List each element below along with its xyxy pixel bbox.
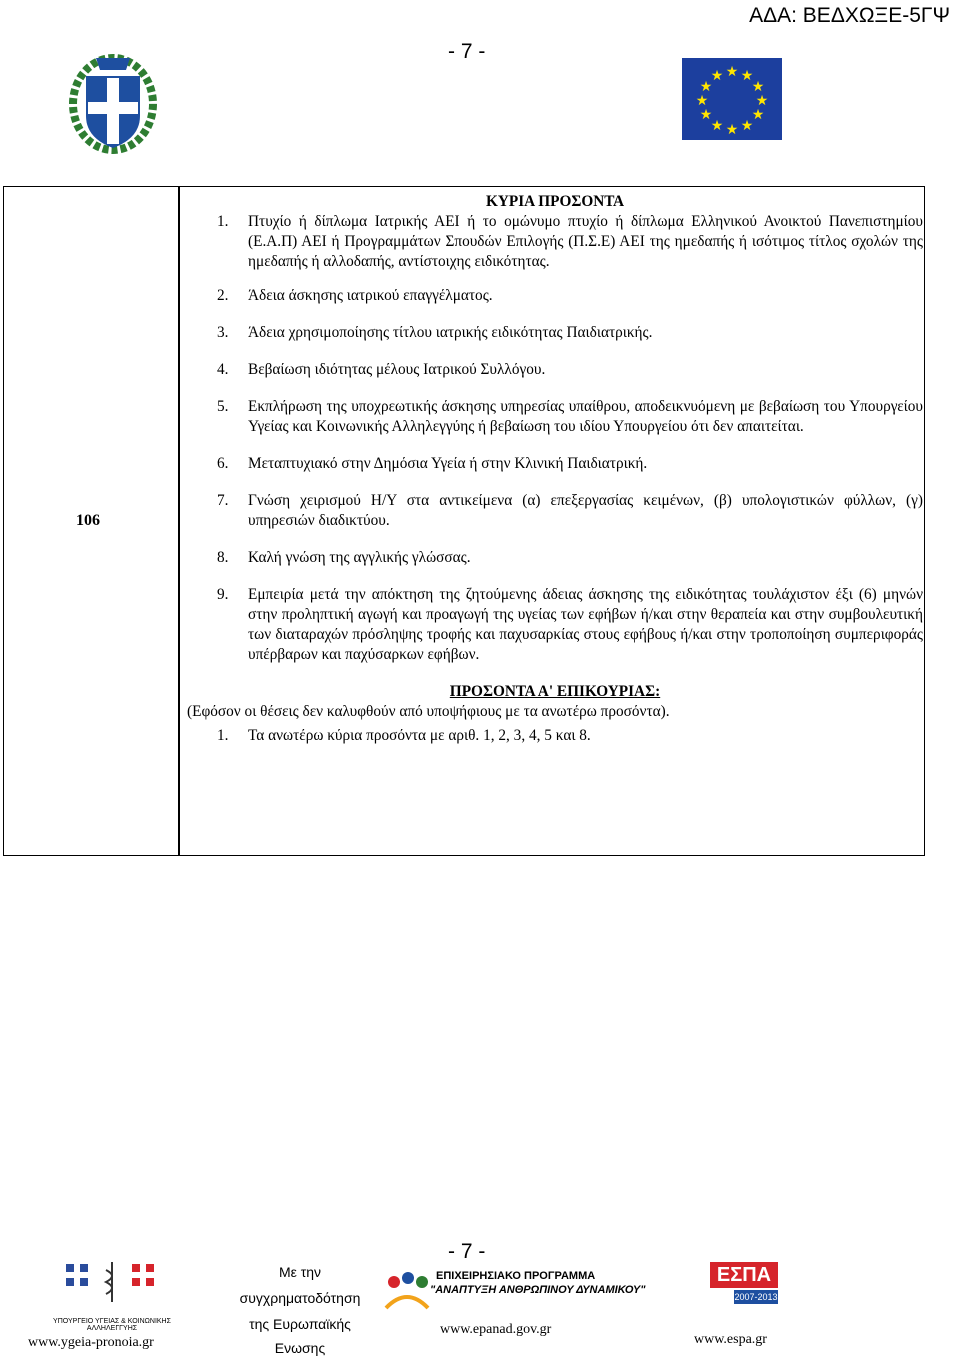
list-item	[187, 360, 923, 380]
item-text: Βεβαίωση ιδιότητας μέλους Ιατρικού Συλλόγου.	[248, 361, 546, 378]
cofund-line2: συγχρηματοδότηση	[239, 1290, 361, 1306]
eu-stars-icon	[682, 58, 782, 140]
svg-text:★: ★	[751, 107, 765, 123]
svg-text:★: ★	[710, 118, 724, 134]
svg-text:★: ★	[725, 122, 739, 138]
list-item	[187, 585, 923, 665]
item-number: 5.	[217, 398, 229, 415]
item-text: Γνώση χειρισμού Η/Υ στα αντικείμενα (α) επεξεργασίας κειμένων, (β) υπολογιστικών φύλλων, (γ) υπηρεσιών διαδικτύου.	[248, 492, 923, 529]
svg-text:★: ★	[699, 79, 713, 95]
ministry-logo-icon	[62, 1258, 162, 1320]
position-code: 106	[76, 512, 100, 529]
espa-years: 2007-2013	[734, 1292, 778, 1302]
program-logo-icon	[382, 1268, 432, 1312]
item-text: Πτυχίο ή δίπλωμα Ιατρικής ΑΕΙ ή το ομώνυμο πτυχίο ή δίπλωμα Ελληνικού Ανοικτού Πανεπιστημίου (Ε.Α.Π) ΑΕΙ ή Προγραμμάτων Σπουδών Επιλογής (Π.Σ.Ε) ΑΕΙ της ημεδαπής ή ισότιμος τίτλος σχολών της ημεδαπής ή αλλοδαπής, αντίστοιχης ειδικότητας.	[248, 213, 923, 270]
ministry-logo-text: ΥΠΟΥΡΓΕΙΟ ΥΓΕΙΑΣ & ΚΟΙΝΩΝΙΚΗΣ ΑΛΛΗΛΕΓΓΥΗΣ	[53, 1318, 171, 1332]
item-text: Εμπειρία μετά την απόκτηση της ζητούμενης άδειας άσκησης της ειδικότητας τουλάχιστον έξι (6) μηνών στην προληπτική αγωγή και προαγωγή της υγείας των εφήβων ή/και στην θεραπεία και στην συμβουλευτική των διαταραχών πρόσληψης τροφής και παχυσαρκίας στους εφήβους ή/και στην τροποποίηση συμπεριφοράς υπέρβαρων και παχύσαρκων εφήβων.	[248, 586, 923, 663]
svg-text:★: ★	[740, 68, 754, 84]
program-title1: ΕΠΙΧΕΙΡΗΣΙΑΚΟ ΠΡΟΓΡΑΜΜΑ	[436, 1270, 596, 1282]
svg-text:★: ★	[710, 68, 724, 84]
cofund-line4: Ενωσης	[274, 1340, 326, 1356]
svg-text:★: ★	[755, 93, 769, 109]
item-text: Εκπλήρωση της υποχρεωτικής άσκησης υπηρεσίας υπαίθρου, αποδεικνυόμενη με βεβαίωση του Υπουργείου Υγείας και Κοινωνικής Αλληλεγγύης ή βεβαίωση του ιδίου Υπουργείου ότι δεν απαιτείται.	[248, 398, 923, 435]
list-item	[187, 454, 923, 474]
list-item	[187, 548, 923, 568]
item-number: 8.	[217, 549, 229, 566]
list-item	[187, 491, 923, 531]
list-item	[187, 212, 923, 272]
item-number: 1.	[217, 213, 229, 230]
item-text: Μεταπτυχιακό στην Δημόσια Υγεία ή στην Κλινική Παιδιατρική.	[248, 455, 648, 472]
cofund-line1: Με την	[278, 1264, 322, 1280]
item-number: 3.	[217, 324, 229, 341]
ministry-url[interactable]: www.ygeia-pronoia.gr	[28, 1335, 154, 1350]
espa-url[interactable]: www.espa.gr	[694, 1332, 767, 1347]
table-divider	[178, 186, 180, 856]
list-item	[187, 286, 923, 306]
svg-text:★: ★	[699, 107, 713, 123]
item-number: 1.	[217, 727, 229, 744]
page-number: - 7 -	[448, 40, 486, 63]
item-text: Τα ανωτέρω κύρια προσόντα με αριθ. 1, 2, 3, 4, 5 και 8.	[248, 727, 591, 744]
qualifications-content	[187, 192, 923, 746]
item-text: Άδεια χρησιμοποίησης τίτλου ιατρικής ειδικότητας Παιδιατρικής.	[248, 324, 653, 341]
item-number: 9.	[217, 586, 229, 603]
program-title2: "ΑΝΑΠΤΥΞΗ ΑΝΘΡΩΠΙΝΟΥ ΔΥΝΑΜΙΚΟΥ"	[430, 1284, 646, 1296]
aux-note: (Εφόσον οι θέσεις δεν καλυφθούν από υποψήφιους με τα ανωτέρω προσόντα).	[187, 703, 670, 720]
greek-emblem-icon	[66, 48, 160, 156]
main-qualifications-heading: ΚΥΡΙΑ ΠΡΟΣΟΝΤΑ	[485, 193, 625, 210]
item-number: 7.	[217, 492, 229, 509]
epanad-url[interactable]: www.epanad.gov.gr	[440, 1322, 552, 1337]
list-item	[187, 726, 923, 746]
svg-text:★: ★	[751, 79, 765, 95]
svg-text:★: ★	[740, 118, 754, 134]
svg-text:★: ★	[695, 93, 709, 109]
svg-text:★: ★	[725, 64, 739, 80]
eu-flag-icon	[682, 58, 782, 140]
item-number: 2.	[217, 287, 229, 304]
espa-logo: ΕΣΠΑ	[710, 1262, 778, 1288]
item-text: Άδεια άσκησης ιατρικού επαγγέλματος.	[248, 287, 493, 304]
footer-page-number: - 7 -	[448, 1240, 486, 1263]
list-item	[187, 323, 923, 343]
list-item	[187, 397, 923, 437]
ada-code: ΑΔΑ: ΒΕΔΧΩΞΕ-5ΓΨ	[749, 4, 950, 27]
item-number: 4.	[217, 361, 229, 378]
aux-qualifications-heading: ΠΡΟΣΟΝΤΑ Α' ΕΠΙΚΟΥΡΙΑΣ:	[449, 683, 661, 700]
cofund-line3: της Ευρωπαϊκής	[249, 1316, 351, 1332]
item-number: 6.	[217, 455, 229, 472]
item-text: Καλή γνώση της αγγλικής γλώσσας.	[248, 549, 471, 566]
